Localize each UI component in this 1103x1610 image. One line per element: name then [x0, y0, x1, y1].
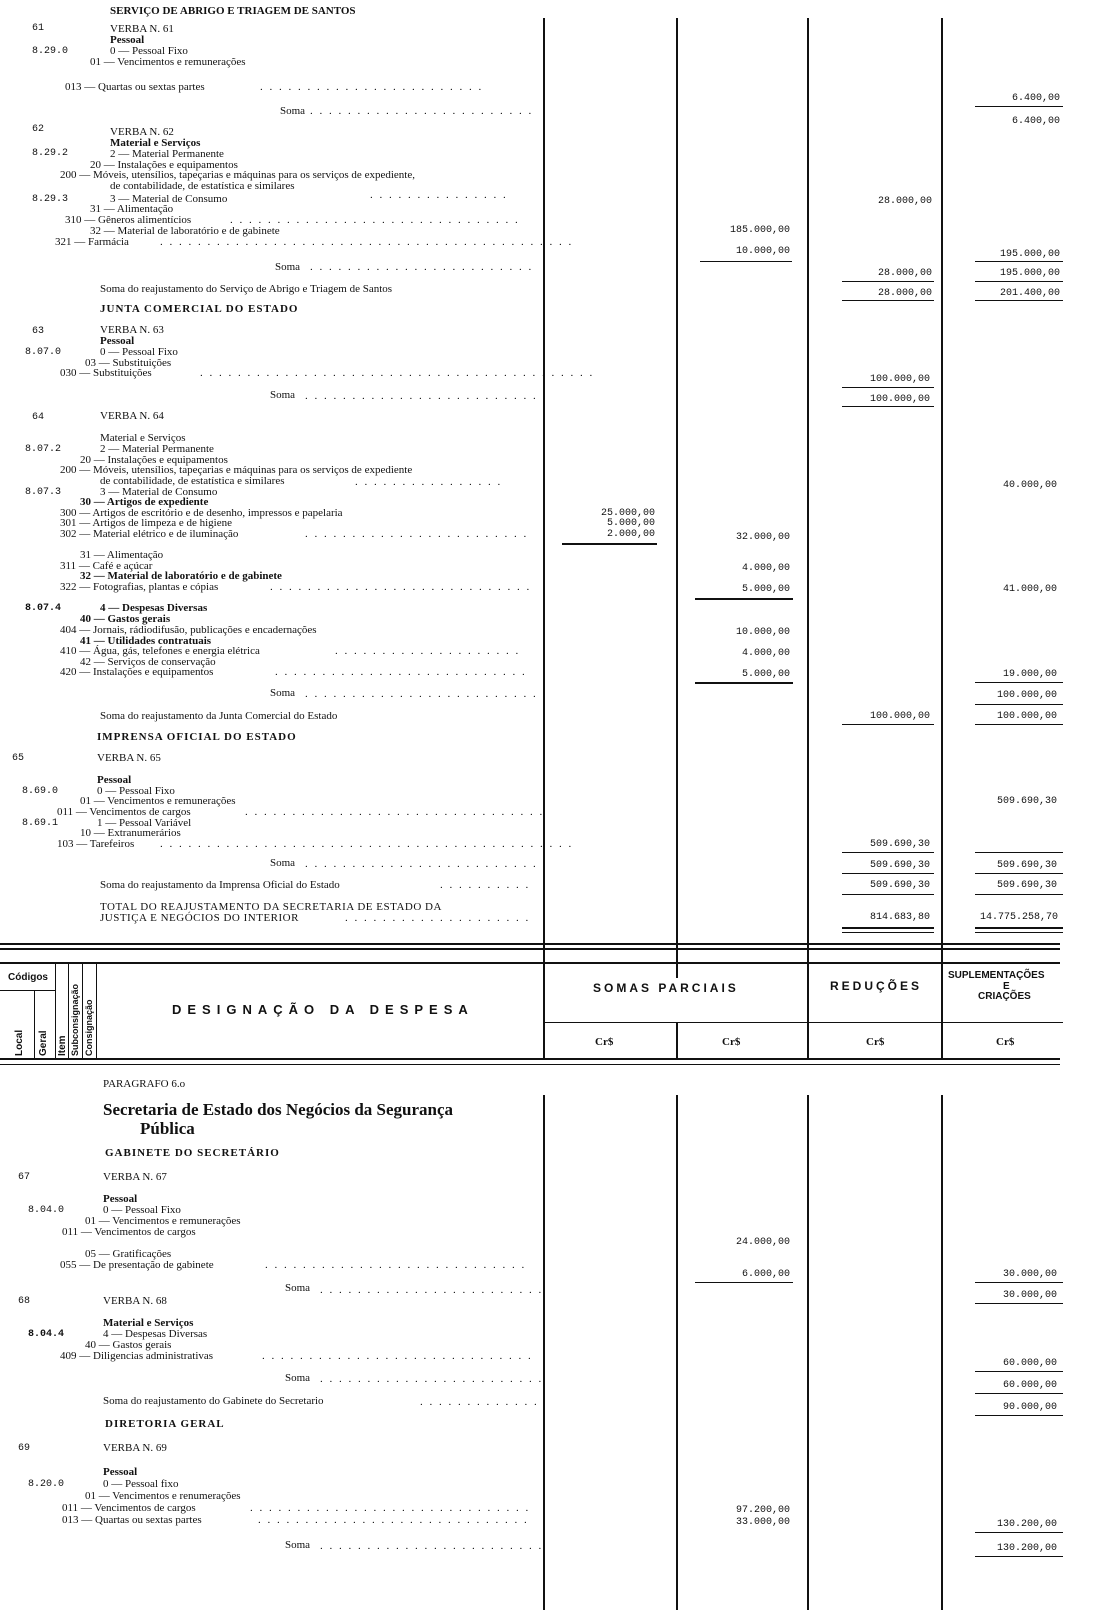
value: 185.000,00 [729, 225, 790, 236]
line-item: 310 — Gêneros alimentícios [65, 214, 192, 226]
value: 509.690,30 [869, 839, 930, 850]
line-item: 30 — Artigos de expediente [80, 496, 209, 508]
leader-dots: . . . . . . . . . . . . . . . . . . . . . . . . . . . [275, 666, 527, 678]
value: 60.000,00 [1002, 1380, 1057, 1391]
secretaria-title: Secretaria de Estado dos Negócios da Segurança [103, 1100, 454, 1119]
account-code: 8.69.0 [22, 786, 59, 797]
line-item: 404 — Jornais, rádiodifusão, publicações e encadernações [60, 624, 317, 636]
leader-dots: . . . . . . . . . . . . . . . [370, 189, 508, 201]
total-value: 14.775.258,70 [980, 912, 1059, 923]
value: 10.000,00 [735, 627, 790, 638]
suplementacoes-header: SUPLEMENTAÇÕES [948, 970, 1045, 981]
leader-dots: . . . . . . . . . . . . . . . . . . . . . . . . . . . . . [258, 1514, 529, 1526]
verba-number: 69 [18, 1443, 31, 1454]
leader-dots: . . . . . . . . . . . . . . . . . . . . . . . . . . [305, 858, 548, 870]
account-code: 8.04.4 [28, 1329, 65, 1340]
soma-reaj-label: Soma do reajustamento do Gabinete do Secretario [103, 1395, 324, 1407]
line-item: 20 — Instalações e equipamentos [80, 454, 228, 466]
value: 5.000,00 [606, 518, 655, 529]
value: 30.000,00 [1002, 1290, 1057, 1301]
verba-label: VERBA N. 65 [97, 752, 161, 764]
verba-label: VERBA N. 67 [103, 1171, 167, 1183]
verba-label: VERBA N. 62 [110, 126, 174, 138]
line-item: 322 — Fotografias, plantas e cópias [60, 581, 219, 593]
section-title: SERVIÇO DE ABRIGO E TRIAGEM DE SANTOS [110, 5, 356, 17]
value: 509.690,30 [869, 860, 930, 871]
column-rule [543, 18, 545, 978]
value: 509.690,30 [996, 796, 1057, 807]
codigos-label: Códigos [8, 972, 48, 983]
line-item: 0 — Pessoal Fixo [103, 1204, 181, 1216]
line-item: de contabilidade, de estatística e similares [110, 180, 295, 192]
verba-label: VERBA N. 61 [110, 23, 174, 35]
leader-dots: . . . . . . . . . . . . . . . . [355, 476, 503, 488]
value: 28.000,00 [877, 268, 932, 279]
value: 60.000,00 [1002, 1358, 1057, 1369]
leader-dots: . . . . . . . . . . . . . . . . . . . . . . . . . . . . . . . . . . . . . . . . . . . . [160, 236, 574, 248]
line-item: 0 — Pessoal Fixo [100, 346, 178, 358]
line-item: 42 — Serviços de conservação [80, 656, 216, 668]
soma-reaj-label: Soma do reajustamento da Imprensa Oficial do Estado [100, 879, 340, 891]
leader-dots: . . . . . . . . . . . . . . . . . . . . . . . . . . . . . . . [230, 214, 520, 226]
line-item: 200 — Móveis, utensílios, tapeçarias e máquinas para os serviços de expediente [60, 464, 413, 476]
leader-dots: . . . . . . . . . . . . . . . . . . . . . . . . . . [305, 688, 548, 700]
geral-label: Geral [38, 1030, 49, 1056]
section-title: GABINETE DO SECRETÁRIO [105, 1147, 280, 1159]
line-item: 0 — Pessoal fixo [103, 1478, 179, 1490]
line-item: 103 — Tarefeiros [57, 838, 135, 850]
value: 5.000,00 [741, 584, 790, 595]
line-item: 20 — Instalações e equipamentos [90, 159, 238, 171]
soma-label: Soma [285, 1539, 311, 1551]
value: 100.000,00 [996, 711, 1057, 722]
verba-number: 67 [18, 1172, 31, 1183]
line-item: 40 — Gastos gerais [85, 1339, 172, 1351]
value: 509.690,30 [996, 860, 1057, 871]
value: 6.400,00 [1011, 93, 1060, 104]
line-item: 41 — Utilidades contratuais [80, 635, 212, 647]
line-item: 31 — Alimentação [80, 549, 164, 561]
line-item: 2 — Material Permanente [110, 148, 224, 160]
account-code: 8.07.4 [25, 603, 62, 614]
line-item: 013 — Quartas ou sextas partes [65, 81, 205, 93]
group-label: Pessoal [100, 335, 135, 347]
value: 25.000,00 [600, 508, 655, 519]
header-rule [0, 943, 1060, 945]
leader-dots: . . . . . . . . . . . . . . . . . . . . . . . . . . . . . . [250, 1502, 531, 1514]
soma-reaj-label: Soma do reajustamento do Serviço de Abrigo e Triagem de Santos [100, 283, 393, 295]
line-item: 013 — Quartas ou sextas partes [62, 1514, 202, 1526]
soma-label: Soma [270, 857, 296, 869]
value: 6.400,00 [1011, 116, 1060, 127]
leader-dots: . . . . . . . . . . . . . . . . . . . . . . . . [320, 1373, 544, 1385]
soma-label: Soma [270, 389, 296, 401]
verba-label: VERBA N. 64 [100, 410, 164, 422]
line-item: 311 — Café e açúcar [60, 560, 153, 572]
leader-dots: . . . . . . . . . . . . . . . . . . . . . . . . . . [305, 390, 548, 402]
line-item: 321 — Farmácia [55, 236, 129, 248]
section-title: JUNTA COMERCIAL DO ESTADO [100, 303, 299, 315]
line-item: 0 — Pessoal Fixo [97, 785, 175, 797]
value: 97.200,00 [735, 1505, 790, 1516]
currency-label: Cr$ [595, 1036, 614, 1048]
leader-dots: . . . . . . . . . . . . . . . . . . . . . . . . [310, 105, 534, 117]
line-item: 4 — Despesas Diversas [100, 602, 208, 614]
leader-dots: . . . . . . . . . . . . . . . . . . . . . . . . [320, 1540, 544, 1552]
paragrafo-label: PARAGRAFO 6.o [103, 1078, 186, 1090]
group-label: Pessoal [103, 1193, 138, 1205]
line-item: 011 — Vencimentos de cargos [62, 1502, 196, 1514]
line-item: 01 — Vencimentos e remunerações [90, 56, 246, 68]
value: 100.000,00 [869, 374, 930, 385]
value: 41.000,00 [1002, 584, 1057, 595]
column-rule [807, 18, 809, 978]
value: 5.000,00 [741, 669, 790, 680]
line-item: 32 — Material de laboratório e de gabinete [80, 570, 282, 582]
group-label: Material e Serviços [103, 1317, 194, 1329]
currency-label: Cr$ [996, 1036, 1015, 1048]
leader-dots: . . . . . . . . . . . . . . . . . . . . . . . . . . . . . [262, 1350, 533, 1362]
group-label: Material e Serviços [110, 137, 201, 149]
verba-number: 64 [32, 412, 45, 423]
reducoes-header: REDUÇÕES [830, 979, 923, 993]
soma-reaj-label: Soma do reajustamento da Junta Comercial do Estado [100, 710, 338, 722]
account-code: 8.07.0 [25, 347, 62, 358]
value: 100.000,00 [869, 394, 930, 405]
value: 509.690,30 [996, 880, 1057, 891]
column-rule [543, 1095, 545, 1610]
leader-dots: . . . . . . . . . . . . . . . . . . . . . . . . . . . . . . . . . . . . . . . . . . . . [160, 838, 574, 850]
leader-dots: . . . . . . . . . . . . . . . . . . . . . . . . . . . . . . . . [245, 806, 545, 818]
leader-dots: . . . . . . . . . . . . . . . . . . . . [335, 645, 521, 657]
line-item: 01 — Vencimentos e remunerações [85, 1215, 241, 1227]
value: 33.000,00 [735, 1517, 790, 1528]
line-item: de contabilidade, de estatística e similares [100, 475, 285, 487]
value: 100.000,00 [996, 690, 1057, 701]
leader-dots: . . . . . . . . . . . . . . . . . . . . . . . . [310, 261, 534, 273]
line-item: 10 — Extranumerários [80, 827, 181, 839]
verba-number: 63 [32, 326, 45, 337]
line-item: 01 — Vencimentos e remunerações [80, 795, 236, 807]
value: 4.000,00 [741, 648, 790, 659]
group-label: Pessoal [97, 774, 132, 786]
value: 130.200,00 [996, 1519, 1057, 1530]
column-rule [941, 18, 943, 978]
soma-label: Soma [280, 105, 306, 117]
value: 90.000,00 [1002, 1402, 1057, 1413]
line-item: 1 — Pessoal Variável [97, 817, 192, 829]
value: 2.000,00 [606, 529, 655, 540]
subconsignacao-label: Subconsignação [70, 983, 80, 1056]
leader-dots: . . . . . . . . . . . . . . . . . . . . [345, 912, 531, 924]
line-item: 01 — Vencimentos e renumerações [85, 1490, 241, 1502]
line-item: 410 — Água, gás, telefones e energia elétrica [60, 645, 260, 657]
line-item: 03 — Substituições [85, 357, 172, 369]
value: 509.690,30 [869, 880, 930, 891]
verba-number: 61 [32, 23, 45, 34]
item-label: Item [57, 1035, 68, 1056]
account-code: 8.20.0 [28, 1479, 65, 1490]
account-code: 8.29.2 [32, 148, 69, 159]
header-rule [0, 1064, 1060, 1065]
leader-dots: . . . . . . . . . . . . . [420, 1396, 539, 1408]
line-item: 32 — Material de laboratório e de gabinete [90, 225, 280, 237]
value: 130.200,00 [996, 1543, 1057, 1554]
line-item: 4 — Despesas Diversas [103, 1328, 208, 1340]
line-item: 011 — Vencimentos de cargos [57, 806, 191, 818]
leader-dots: . . . . . . . . . . . . . . . . . . . . . . . . [320, 1284, 544, 1296]
secretaria-title: Pública [140, 1119, 195, 1138]
header-rule [0, 962, 1060, 964]
currency-label: Cr$ [722, 1036, 741, 1048]
verba-label: VERBA N. 69 [103, 1442, 167, 1454]
line-item: 0 — Pessoal Fixo [110, 45, 188, 57]
line-item: 2 — Material Permanente [100, 443, 214, 455]
account-code: 8.07.2 [25, 444, 62, 455]
leader-dots: . . . . . . . . . . . . . . . . . . . . . . . . . . . . . . . . . . . . . . . . . . [200, 367, 595, 379]
leader-dots: . . . . . . . . . . . . . . . . . . . . . . . . [305, 528, 529, 540]
soma-label: Soma [275, 261, 301, 273]
line-item: 030 — Substituições [60, 367, 152, 379]
line-item: 420 — Instalações e equipamentos [60, 666, 214, 678]
line-item: 05 — Gratificações [85, 1248, 172, 1260]
line-item: 3 — Material de Consumo [110, 193, 228, 205]
value: 4.000,00 [741, 563, 790, 574]
line-item: 301 — Artigos de limpeza e de higiene [60, 517, 232, 529]
verba-label: VERBA N. 68 [103, 1295, 167, 1307]
value: 40.000,00 [1002, 480, 1057, 491]
verba-label: VERBA N. 63 [100, 324, 164, 336]
line-item: 31 — Alimentação [90, 203, 174, 215]
column-rule [676, 1095, 678, 1610]
verba-number: 65 [12, 753, 25, 764]
soma-label: Soma [285, 1282, 311, 1294]
leader-dots: . . . . . . . . . . . . . . . . . . . . . . . . . . . . [270, 581, 532, 593]
section-title: DIRETORIA GERAL [105, 1418, 225, 1430]
group-label: Pessoal [110, 34, 145, 46]
line-item: 011 — Vencimentos de cargos [62, 1226, 196, 1238]
total-label: JUSTIÇA E NEGÓCIOS DO INTERIOR [100, 912, 299, 924]
somas-parciais-header: SOMAS PARCIAIS [593, 981, 739, 995]
value: 100.000,00 [869, 711, 930, 722]
line-item: 3 — Material de Consumo [100, 486, 218, 498]
soma-label: Soma [285, 1372, 311, 1384]
line-item: 300 — Artigos de escritório e de desenho, impressos e papelaria [60, 507, 343, 519]
value: 10.000,00 [735, 246, 790, 257]
line-item: 40 — Gastos gerais [80, 613, 171, 625]
value: 30.000,00 [1002, 1269, 1057, 1280]
line-item: 302 — Material elétrico e de iluminação [60, 528, 239, 540]
criacoes-header: CRIAÇÕES [978, 991, 1031, 1002]
verba-number: 68 [18, 1296, 31, 1307]
account-code: 8.07.3 [25, 487, 62, 498]
verba-number: 62 [32, 124, 45, 135]
column-rule [807, 1095, 809, 1610]
column-rule [941, 1095, 943, 1610]
currency-label: Cr$ [866, 1036, 885, 1048]
suplementacoes-e: E [1003, 981, 1010, 992]
account-code: 8.29.3 [32, 194, 69, 205]
leader-dots: . . . . . . . . . . . . . . . . . . . . . . . . . . . . [265, 1259, 527, 1271]
value: 32.000,00 [735, 532, 790, 543]
leader-dots: . . . . . . . . . . [440, 879, 531, 891]
header-rule [0, 948, 1060, 950]
value: 6.000,00 [741, 1269, 790, 1280]
soma-label: Soma [270, 687, 296, 699]
line-item: 409 — Diligencias administrativas [60, 1350, 214, 1362]
consignacao-label: Consignação [84, 999, 94, 1056]
account-code: 8.29.0 [32, 46, 69, 57]
total-label: TOTAL DO REAJUSTAMENTO DA SECRETARIA DE ESTADO DA [100, 901, 442, 913]
account-code: 8.69.1 [22, 818, 59, 829]
value: 28.000,00 [877, 196, 932, 207]
section-title: IMPRENSA OFICIAL DO ESTADO [97, 731, 297, 743]
line-item: 055 — De presentação de gabinete [60, 1259, 214, 1271]
leader-dots: . . . . . . . . . . . . . . . . . . . . . . . . [260, 81, 484, 93]
value: 201.400,00 [999, 288, 1060, 299]
header-rule [0, 1058, 1060, 1060]
group-label: Material e Serviços [100, 432, 186, 444]
value: 195.000,00 [999, 268, 1060, 279]
local-label: Local [14, 1029, 25, 1056]
designacao-header: DESIGNAÇÃO DA DESPESA [172, 1002, 474, 1017]
value: 28.000,00 [877, 288, 932, 299]
value: 24.000,00 [735, 1237, 790, 1248]
value: 19.000,00 [1002, 669, 1057, 680]
account-code: 8.04.0 [28, 1205, 65, 1216]
column-rule [676, 18, 678, 978]
line-item: 200 — Móveis, utensílios, tapeçarias e máquinas para os serviços de expediente, [60, 169, 415, 181]
group-label: Pessoal [103, 1466, 138, 1478]
total-value: 814.683,80 [869, 912, 930, 923]
value: 195.000,00 [999, 249, 1060, 260]
